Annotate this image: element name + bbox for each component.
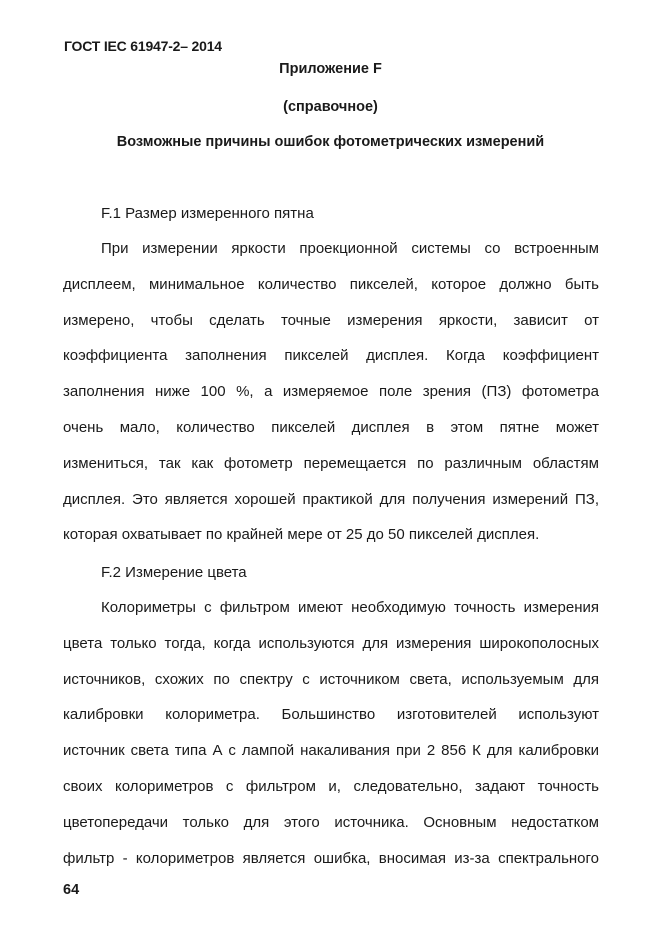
appendix-title: Возможные причины ошибок фотометрических измерений: [116, 134, 545, 150]
text-line: которая охватывает по крайней мере от 25 до 50 пикселей дисплея.: [63, 526, 540, 544]
text-line: источников, схожих по спектру с источником света, используемым для: [63, 670, 599, 688]
section-heading-f1: F.1 Размер измеренного пятна: [101, 205, 314, 222]
section-heading-f2: F.2 Измерение цвета: [101, 564, 247, 581]
text-line: измерено, чтобы сделать точные измерения яркости, зависит от: [63, 311, 599, 329]
text-line: калибровки колориметра. Большинство изготовителей используют: [63, 706, 599, 724]
appendix-label: Приложение F: [279, 61, 382, 77]
text-line: очень мало, количество пикселей дисплея в этом пятне может: [63, 418, 599, 436]
text-line: источник света типа А с лампой накаливания при 2 856 К для калибровки: [63, 742, 599, 760]
section-paragraph-f2: [63, 590, 599, 876]
text-line: коэффициента заполнения пикселей дисплея. Когда коэффициент: [63, 347, 599, 365]
text-line: дисплея. Это является хорошей практикой для получения измерений ПЗ,: [63, 490, 599, 508]
section-paragraph-f1: [63, 231, 599, 553]
text-line: цвета только тогда, когда используются для измерения широкополосных: [63, 634, 599, 652]
page-number: 64: [63, 882, 80, 898]
standard-code: ГОСТ IEC 61947-2– 2014: [64, 38, 222, 54]
text-line: измениться, так как фотометр перемещается по различным областям: [63, 454, 599, 472]
text-line: заполнения ниже 100 %, а измеряемое поле зрения (ПЗ) фотометра: [63, 383, 599, 401]
text-line: своих колориметров с фильтром и, следовательно, задают точность: [63, 777, 599, 795]
text-line: Колориметры с фильтром имеют необходимую точность измерения: [101, 599, 599, 616]
text-line: дисплеем, минимальное количество пикселей, которое должно быть: [63, 275, 599, 293]
text-line: При измерении яркости проекционной системы со встроенным: [101, 240, 599, 257]
appendix-kind: (справочное): [283, 99, 378, 115]
text-line: цветопередачи только для этого источника. Основным недостатком: [63, 813, 599, 831]
text-line: фильтр - колориметров является ошибка, вносимая из-за спектрального: [63, 849, 599, 867]
